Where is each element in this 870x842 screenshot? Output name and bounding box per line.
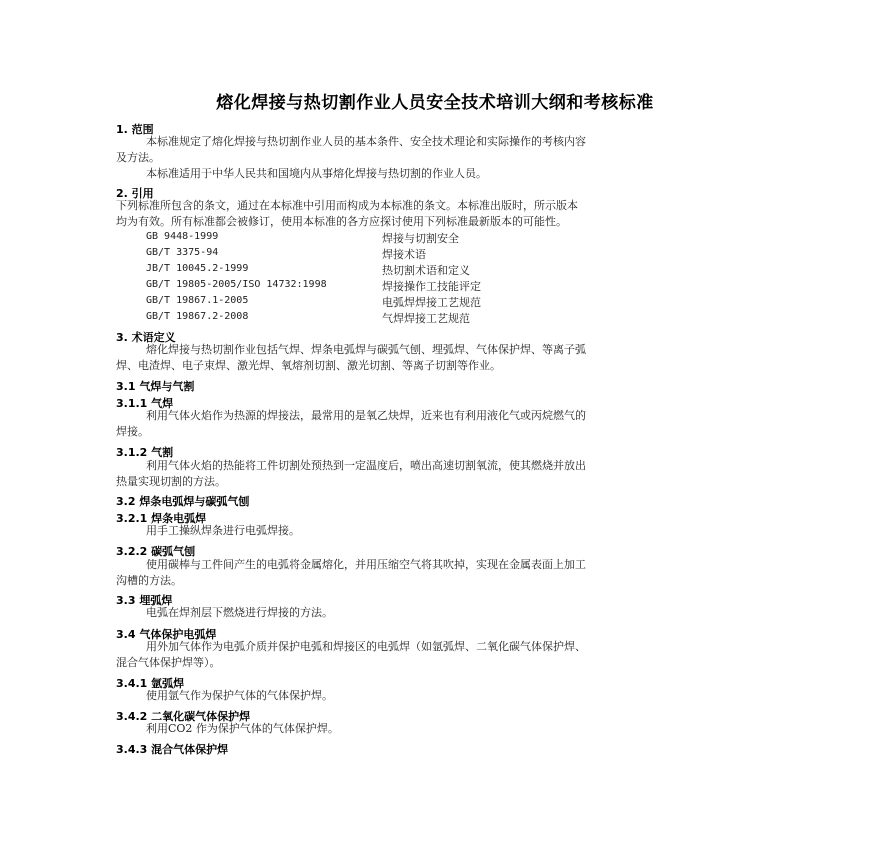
section-3-4-heading: 3.4 气体保护电弧焊: [116, 628, 217, 641]
section-3-3-line-1: 电弧在焊剂层下燃烧进行焊接的方法。: [146, 606, 333, 619]
standard-code: GB/T 19867.2-2008: [146, 311, 249, 322]
standard-name: 焊接与切割安全: [382, 232, 459, 245]
standard-name: 气焊焊接工艺规范: [382, 312, 470, 325]
section-3-1-1-heading: 3.1.1 气焊: [116, 397, 174, 410]
section-3-4-1-line-1: 使用氩气作为保护气体的气体保护焊。: [146, 689, 333, 702]
section-2-heading: 2. 引用: [116, 187, 154, 200]
section-3-2-1-heading: 3.2.1 焊条电弧焊: [116, 512, 207, 525]
standard-code: GB/T 3375-94: [146, 247, 219, 258]
section-2-para-line-2: 均为有效。所有标准都会被修订，使用本标准的各方应探讨使用下列标准最新版本的可能性。: [116, 215, 567, 228]
section-1-heading: 1. 范围: [116, 123, 154, 136]
section-3-4-line-2: 混合气体保护焊等）。: [116, 656, 221, 669]
standard-name: 焊接术语: [382, 248, 426, 261]
section-3-2-2-line-2: 沟槽的方法。: [116, 574, 182, 587]
standard-name: 热切割术语和定义: [382, 264, 470, 277]
section-1-para-2: 本标准适用于中华人民共和国境内从事熔化焊接与热切割的作业人员。: [146, 167, 487, 180]
section-3-2-heading: 3.2 焊条电弧焊与碳弧气刨: [116, 495, 250, 508]
standard-name: 焊接操作工技能评定: [382, 280, 481, 293]
section-3-4-line-1: 用外加气体作为电弧介质并保护电弧和焊接区的电弧焊（如氩弧焊、二氧化碳气体保护焊、: [146, 640, 586, 653]
section-2-para-line-1: 下列标准所包含的条文，通过在本标准中引用而构成为本标准的条文。本标准出版时，所示版本: [116, 199, 578, 212]
section-3-2-2-line-1: 使用碳棒与工件间产生的电弧将金属熔化，并用压缩空气将其吹掉，实现在金属表面上加工: [146, 558, 586, 571]
section-1-para-1-line-1: 本标准规定了熔化焊接与热切割作业人员的基本条件、安全技术理论和实际操作的考核内容: [146, 135, 586, 148]
section-3-1-1-line-1: 利用气体火焰作为热源的焊接法，最常用的是氧乙炔焊，近来也有利用液化气或丙烷燃气的: [146, 409, 586, 422]
section-3-1-2-heading: 3.1.2 气割: [116, 446, 174, 459]
section-3-1-1-line-2: 焊接。: [116, 425, 149, 438]
section-3-4-2-heading: 3.4.2 二氧化碳气体保护焊: [116, 710, 251, 723]
standard-code: JB/T 10045.2-1999: [146, 263, 249, 274]
standard-code: GB 9448-1999: [146, 231, 219, 242]
standard-code: GB/T 19867.1-2005: [146, 295, 249, 306]
section-3-heading: 3. 术语定义: [116, 331, 176, 344]
section-1-para-1-line-2: 及方法。: [116, 151, 160, 164]
section-3-para-line-1: 熔化焊接与热切割作业包括气焊、焊条电弧焊与碳弧气刨、埋弧焊、气体保护焊、等离子弧: [146, 343, 586, 356]
section-3-4-2-line-1: 利用CO2 作为保护气体的气体保护焊。: [146, 722, 339, 735]
section-3-1-2-line-1: 利用气体火焰的热能将工件切割处预热到一定温度后，喷出高速切割氧流，使其燃烧并放出: [146, 459, 586, 472]
document-title: 熔化焊接与热切割作业人员安全技术培训大纲和考核标准: [216, 93, 654, 113]
standard-name: 电弧焊焊接工艺规范: [382, 296, 481, 309]
section-3-1-heading: 3.1 气焊与气割: [116, 380, 195, 393]
section-3-para-line-2: 焊、电渣焊、电子束焊、激光焊、氧熔剂切割、激光切割、等离子切割等作业。: [116, 359, 501, 372]
standard-code: GB/T 19805-2005/ISO 14732:1998: [146, 279, 327, 290]
section-3-2-2-heading: 3.2.2 碳弧气刨: [116, 545, 196, 558]
section-3-4-3-heading: 3.4.3 混合气体保护焊: [116, 743, 229, 756]
section-3-4-1-heading: 3.4.1 氩弧焊: [116, 677, 185, 690]
section-3-3-heading: 3.3 埋弧焊: [116, 594, 173, 607]
section-3-1-2-line-2: 热量实现切割的方法。: [116, 475, 226, 488]
section-3-2-1-line-1: 用手工操纵焊条进行电弧焊接。: [146, 524, 300, 537]
